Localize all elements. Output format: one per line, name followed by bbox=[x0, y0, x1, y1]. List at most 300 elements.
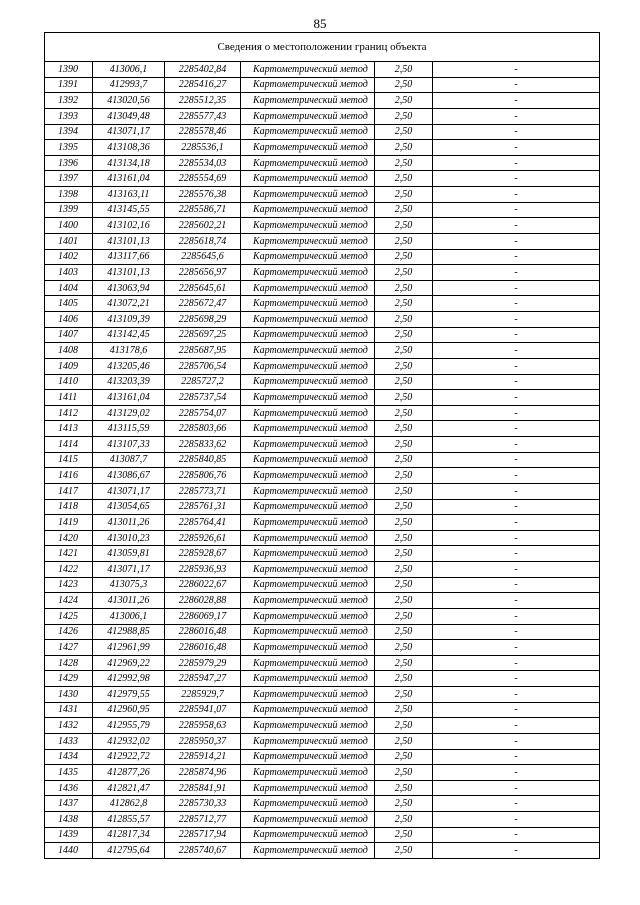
method-cell: Картометрический метод bbox=[241, 483, 375, 499]
table-row bbox=[45, 562, 600, 578]
coordinate-x-cell: 413071,17 bbox=[93, 562, 165, 578]
accuracy-cell: 2,50 bbox=[375, 671, 433, 687]
table-row bbox=[45, 843, 600, 859]
method-cell: Картометрический метод bbox=[241, 249, 375, 265]
coordinate-y-cell: 2285958,63 bbox=[165, 718, 241, 734]
description-cell: - bbox=[433, 77, 600, 93]
coordinate-x-cell: 413102,16 bbox=[93, 218, 165, 234]
accuracy-cell: 2,50 bbox=[375, 343, 433, 359]
coordinate-y-cell: 2285773,71 bbox=[165, 483, 241, 499]
description-cell: - bbox=[433, 827, 600, 843]
point-number-cell: 1420 bbox=[45, 530, 93, 546]
description-cell: - bbox=[433, 358, 600, 374]
point-number-cell: 1410 bbox=[45, 374, 93, 390]
coordinate-y-cell: 2285512,35 bbox=[165, 93, 241, 109]
description-cell: - bbox=[433, 280, 600, 296]
coordinate-x-cell: 413161,04 bbox=[93, 390, 165, 406]
table-row bbox=[45, 671, 600, 687]
point-number-cell: 1394 bbox=[45, 124, 93, 140]
description-cell: - bbox=[433, 749, 600, 765]
coordinate-x-cell: 413006,1 bbox=[93, 62, 165, 78]
coordinate-y-cell: 2285577,43 bbox=[165, 108, 241, 124]
coordinate-x-cell: 413072,21 bbox=[93, 296, 165, 312]
coordinate-x-cell: 413107,33 bbox=[93, 437, 165, 453]
accuracy-cell: 2,50 bbox=[375, 530, 433, 546]
point-number-cell: 1398 bbox=[45, 187, 93, 203]
coordinate-y-cell: 2285554,69 bbox=[165, 171, 241, 187]
coordinate-y-cell: 2285941,07 bbox=[165, 702, 241, 718]
accuracy-cell: 2,50 bbox=[375, 62, 433, 78]
table-row bbox=[45, 296, 600, 312]
point-number-cell: 1439 bbox=[45, 827, 93, 843]
coordinate-y-cell: 2285602,21 bbox=[165, 218, 241, 234]
accuracy-cell: 2,50 bbox=[375, 593, 433, 609]
method-cell: Картометрический метод bbox=[241, 702, 375, 718]
point-number-cell: 1419 bbox=[45, 515, 93, 531]
table-row bbox=[45, 749, 600, 765]
description-cell: - bbox=[433, 265, 600, 281]
method-cell: Картометрический метод bbox=[241, 687, 375, 703]
accuracy-cell: 2,50 bbox=[375, 515, 433, 531]
point-number-cell: 1404 bbox=[45, 280, 93, 296]
point-number-cell: 1423 bbox=[45, 577, 93, 593]
description-cell: - bbox=[433, 93, 600, 109]
coordinate-x-cell: 413063,94 bbox=[93, 280, 165, 296]
point-number-cell: 1425 bbox=[45, 608, 93, 624]
description-cell: - bbox=[433, 499, 600, 515]
point-number-cell: 1412 bbox=[45, 405, 93, 421]
coordinate-x-cell: 412795,64 bbox=[93, 843, 165, 859]
point-number-cell: 1437 bbox=[45, 796, 93, 812]
accuracy-cell: 2,50 bbox=[375, 827, 433, 843]
method-cell: Картометрический метод bbox=[241, 312, 375, 328]
coordinate-x-cell: 413059,81 bbox=[93, 546, 165, 562]
description-cell: - bbox=[433, 124, 600, 140]
coordinate-x-cell: 413071,17 bbox=[93, 483, 165, 499]
table-row bbox=[45, 687, 600, 703]
accuracy-cell: 2,50 bbox=[375, 702, 433, 718]
description-cell: - bbox=[433, 108, 600, 124]
point-number-cell: 1402 bbox=[45, 249, 93, 265]
description-cell: - bbox=[433, 780, 600, 796]
table-row bbox=[45, 93, 600, 109]
accuracy-cell: 2,50 bbox=[375, 140, 433, 156]
coordinate-x-cell: 412961,99 bbox=[93, 640, 165, 656]
point-number-cell: 1415 bbox=[45, 452, 93, 468]
method-cell: Картометрический метод bbox=[241, 421, 375, 437]
method-cell: Картометрический метод bbox=[241, 749, 375, 765]
point-number-cell: 1392 bbox=[45, 93, 93, 109]
description-cell: - bbox=[433, 218, 600, 234]
coordinate-y-cell: 2285833,62 bbox=[165, 437, 241, 453]
description-cell: - bbox=[433, 624, 600, 640]
coordinate-x-cell: 413086,67 bbox=[93, 468, 165, 484]
accuracy-cell: 2,50 bbox=[375, 483, 433, 499]
accuracy-cell: 2,50 bbox=[375, 655, 433, 671]
coordinate-y-cell: 2285712,77 bbox=[165, 812, 241, 828]
method-cell: Картометрический метод bbox=[241, 608, 375, 624]
description-cell: - bbox=[433, 296, 600, 312]
accuracy-cell: 2,50 bbox=[375, 233, 433, 249]
point-number-cell: 1390 bbox=[45, 62, 93, 78]
coordinate-x-cell: 412955,79 bbox=[93, 718, 165, 734]
table-row bbox=[45, 812, 600, 828]
description-cell: - bbox=[433, 452, 600, 468]
point-number-cell: 1397 bbox=[45, 171, 93, 187]
accuracy-cell: 2,50 bbox=[375, 171, 433, 187]
accuracy-cell: 2,50 bbox=[375, 77, 433, 93]
method-cell: Картометрический метод bbox=[241, 405, 375, 421]
description-cell: - bbox=[433, 608, 600, 624]
coordinate-y-cell: 2285576,38 bbox=[165, 187, 241, 203]
coordinate-x-cell: 412817,34 bbox=[93, 827, 165, 843]
table-row bbox=[45, 499, 600, 515]
accuracy-cell: 2,50 bbox=[375, 640, 433, 656]
accuracy-cell: 2,50 bbox=[375, 421, 433, 437]
point-number-cell: 1400 bbox=[45, 218, 93, 234]
accuracy-cell: 2,50 bbox=[375, 280, 433, 296]
point-number-cell: 1405 bbox=[45, 296, 93, 312]
boundary-coordinates-table bbox=[44, 32, 600, 859]
description-cell: - bbox=[433, 187, 600, 203]
method-cell: Картометрический метод bbox=[241, 77, 375, 93]
coordinate-y-cell: 2285416,27 bbox=[165, 77, 241, 93]
table-row bbox=[45, 358, 600, 374]
coordinate-x-cell: 413011,26 bbox=[93, 515, 165, 531]
method-cell: Картометрический метод bbox=[241, 265, 375, 281]
accuracy-cell: 2,50 bbox=[375, 780, 433, 796]
point-number-cell: 1440 bbox=[45, 843, 93, 859]
coordinate-x-cell: 412932,02 bbox=[93, 733, 165, 749]
point-number-cell: 1414 bbox=[45, 437, 93, 453]
coordinate-y-cell: 2285534,03 bbox=[165, 155, 241, 171]
coordinate-x-cell: 413178,6 bbox=[93, 343, 165, 359]
coordinate-y-cell: 2286022,67 bbox=[165, 577, 241, 593]
point-number-cell: 1432 bbox=[45, 718, 93, 734]
table-row bbox=[45, 62, 600, 78]
table-row bbox=[45, 77, 600, 93]
accuracy-cell: 2,50 bbox=[375, 327, 433, 343]
coordinate-x-cell: 413129,02 bbox=[93, 405, 165, 421]
coordinate-x-cell: 413087,7 bbox=[93, 452, 165, 468]
coordinate-x-cell: 413049,48 bbox=[93, 108, 165, 124]
method-cell: Картометрический метод bbox=[241, 812, 375, 828]
coordinate-y-cell: 2285874,96 bbox=[165, 765, 241, 781]
table-row bbox=[45, 780, 600, 796]
point-number-cell: 1396 bbox=[45, 155, 93, 171]
coordinate-x-cell: 413161,04 bbox=[93, 171, 165, 187]
accuracy-cell: 2,50 bbox=[375, 312, 433, 328]
accuracy-cell: 2,50 bbox=[375, 562, 433, 578]
accuracy-cell: 2,50 bbox=[375, 187, 433, 203]
point-number-cell: 1424 bbox=[45, 593, 93, 609]
point-number-cell: 1422 bbox=[45, 562, 93, 578]
accuracy-cell: 2,50 bbox=[375, 249, 433, 265]
coordinate-y-cell: 2285672,47 bbox=[165, 296, 241, 312]
accuracy-cell: 2,50 bbox=[375, 437, 433, 453]
method-cell: Картометрический метод bbox=[241, 655, 375, 671]
coordinate-y-cell: 2285754,07 bbox=[165, 405, 241, 421]
table-row bbox=[45, 374, 600, 390]
coordinate-x-cell: 412855,57 bbox=[93, 812, 165, 828]
coordinate-y-cell: 2285656,97 bbox=[165, 265, 241, 281]
coordinate-y-cell: 2285803,66 bbox=[165, 421, 241, 437]
coordinate-x-cell: 413163,11 bbox=[93, 187, 165, 203]
point-number-cell: 1408 bbox=[45, 343, 93, 359]
method-cell: Картометрический метод bbox=[241, 280, 375, 296]
coordinate-y-cell: 2286016,48 bbox=[165, 624, 241, 640]
coordinate-x-cell: 413011,26 bbox=[93, 593, 165, 609]
accuracy-cell: 2,50 bbox=[375, 155, 433, 171]
coordinate-x-cell: 413075,3 bbox=[93, 577, 165, 593]
accuracy-cell: 2,50 bbox=[375, 624, 433, 640]
point-number-cell: 1399 bbox=[45, 202, 93, 218]
method-cell: Картометрический метод bbox=[241, 171, 375, 187]
point-number-cell: 1431 bbox=[45, 702, 93, 718]
description-cell: - bbox=[433, 546, 600, 562]
coordinate-x-cell: 413203,39 bbox=[93, 374, 165, 390]
coordinate-y-cell: 2285806,76 bbox=[165, 468, 241, 484]
point-number-cell: 1430 bbox=[45, 687, 93, 703]
coordinate-x-cell: 413108,36 bbox=[93, 140, 165, 156]
table-row bbox=[45, 202, 600, 218]
description-cell: - bbox=[433, 327, 600, 343]
method-cell: Картометрический метод bbox=[241, 515, 375, 531]
description-cell: - bbox=[433, 421, 600, 437]
point-number-cell: 1391 bbox=[45, 77, 93, 93]
accuracy-cell: 2,50 bbox=[375, 577, 433, 593]
coordinate-y-cell: 2285737,54 bbox=[165, 390, 241, 406]
coordinate-x-cell: 412988,85 bbox=[93, 624, 165, 640]
description-cell: - bbox=[433, 702, 600, 718]
description-cell: - bbox=[433, 390, 600, 406]
description-cell: - bbox=[433, 655, 600, 671]
coordinate-x-cell: 413145,55 bbox=[93, 202, 165, 218]
method-cell: Картометрический метод bbox=[241, 796, 375, 812]
point-number-cell: 1434 bbox=[45, 749, 93, 765]
accuracy-cell: 2,50 bbox=[375, 108, 433, 124]
table-row bbox=[45, 593, 600, 609]
accuracy-cell: 2,50 bbox=[375, 687, 433, 703]
coordinate-y-cell: 2285727,2 bbox=[165, 374, 241, 390]
coordinate-y-cell: 2285947,27 bbox=[165, 671, 241, 687]
point-number-cell: 1393 bbox=[45, 108, 93, 124]
description-cell: - bbox=[433, 718, 600, 734]
accuracy-cell: 2,50 bbox=[375, 452, 433, 468]
coordinate-x-cell: 412877,26 bbox=[93, 765, 165, 781]
point-number-cell: 1435 bbox=[45, 765, 93, 781]
coordinate-y-cell: 2285950,37 bbox=[165, 733, 241, 749]
coordinate-x-cell: 412821,47 bbox=[93, 780, 165, 796]
description-cell: - bbox=[433, 733, 600, 749]
description-cell: - bbox=[433, 171, 600, 187]
point-number-cell: 1427 bbox=[45, 640, 93, 656]
description-cell: - bbox=[433, 812, 600, 828]
method-cell: Картометрический метод bbox=[241, 327, 375, 343]
coordinate-x-cell: 413010,23 bbox=[93, 530, 165, 546]
table-row bbox=[45, 546, 600, 562]
method-cell: Картометрический метод bbox=[241, 843, 375, 859]
table-row bbox=[45, 405, 600, 421]
point-number-cell: 1403 bbox=[45, 265, 93, 281]
point-number-cell: 1438 bbox=[45, 812, 93, 828]
method-cell: Картометрический метод bbox=[241, 499, 375, 515]
table-row bbox=[45, 249, 600, 265]
accuracy-cell: 2,50 bbox=[375, 796, 433, 812]
accuracy-cell: 2,50 bbox=[375, 546, 433, 562]
method-cell: Картометрический метод bbox=[241, 827, 375, 843]
description-cell: - bbox=[433, 483, 600, 499]
page-number: 85 bbox=[313, 16, 327, 31]
coordinate-x-cell: 413071,17 bbox=[93, 124, 165, 140]
method-cell: Картометрический метод bbox=[241, 155, 375, 171]
point-number-cell: 1409 bbox=[45, 358, 93, 374]
description-cell: - bbox=[433, 62, 600, 78]
table-row bbox=[45, 171, 600, 187]
description-cell: - bbox=[433, 687, 600, 703]
accuracy-cell: 2,50 bbox=[375, 93, 433, 109]
point-number-cell: 1406 bbox=[45, 312, 93, 328]
method-cell: Картометрический метод bbox=[241, 62, 375, 78]
description-cell: - bbox=[433, 437, 600, 453]
table-row bbox=[45, 280, 600, 296]
method-cell: Картометрический метод bbox=[241, 577, 375, 593]
method-cell: Картометрический метод bbox=[241, 358, 375, 374]
method-cell: Картометрический метод bbox=[241, 452, 375, 468]
point-number-cell: 1407 bbox=[45, 327, 93, 343]
method-cell: Картометрический метод bbox=[241, 218, 375, 234]
coordinate-x-cell: 412960,95 bbox=[93, 702, 165, 718]
accuracy-cell: 2,50 bbox=[375, 218, 433, 234]
table-row bbox=[45, 265, 600, 281]
description-cell: - bbox=[433, 530, 600, 546]
description-cell: - bbox=[433, 155, 600, 171]
method-cell: Картометрический метод bbox=[241, 718, 375, 734]
table-row bbox=[45, 452, 600, 468]
coordinate-y-cell: 2285706,54 bbox=[165, 358, 241, 374]
method-cell: Картометрический метод bbox=[241, 733, 375, 749]
coordinate-x-cell: 413134,18 bbox=[93, 155, 165, 171]
coordinate-y-cell: 2285402,84 bbox=[165, 62, 241, 78]
method-cell: Картометрический метод bbox=[241, 374, 375, 390]
coordinate-y-cell: 2285717,94 bbox=[165, 827, 241, 843]
method-cell: Картометрический метод bbox=[241, 640, 375, 656]
accuracy-cell: 2,50 bbox=[375, 843, 433, 859]
coordinate-y-cell: 2286028,88 bbox=[165, 593, 241, 609]
coordinate-y-cell: 2285618,74 bbox=[165, 233, 241, 249]
point-number-cell: 1418 bbox=[45, 499, 93, 515]
coordinate-y-cell: 2285730,33 bbox=[165, 796, 241, 812]
table-row bbox=[45, 515, 600, 531]
method-cell: Картометрический метод bbox=[241, 124, 375, 140]
coordinate-y-cell: 2285928,67 bbox=[165, 546, 241, 562]
accuracy-cell: 2,50 bbox=[375, 718, 433, 734]
description-cell: - bbox=[433, 312, 600, 328]
accuracy-cell: 2,50 bbox=[375, 749, 433, 765]
table-row bbox=[45, 108, 600, 124]
accuracy-cell: 2,50 bbox=[375, 202, 433, 218]
method-cell: Картометрический метод bbox=[241, 765, 375, 781]
coordinate-y-cell: 2285697,25 bbox=[165, 327, 241, 343]
coordinate-y-cell: 2286016,48 bbox=[165, 640, 241, 656]
method-cell: Картометрический метод bbox=[241, 233, 375, 249]
accuracy-cell: 2,50 bbox=[375, 405, 433, 421]
coordinate-x-cell: 413101,13 bbox=[93, 233, 165, 249]
method-cell: Картометрический метод bbox=[241, 140, 375, 156]
table-row bbox=[45, 218, 600, 234]
coordinate-y-cell: 2285578,46 bbox=[165, 124, 241, 140]
table-row bbox=[45, 233, 600, 249]
table-row bbox=[45, 390, 600, 406]
description-cell: - bbox=[433, 374, 600, 390]
coordinate-y-cell: 2285761,31 bbox=[165, 499, 241, 515]
accuracy-cell: 2,50 bbox=[375, 358, 433, 374]
coordinate-y-cell: 2285840,85 bbox=[165, 452, 241, 468]
coordinate-y-cell: 2285926,61 bbox=[165, 530, 241, 546]
table-row bbox=[45, 702, 600, 718]
coordinate-y-cell: 2285536,1 bbox=[165, 140, 241, 156]
table-row bbox=[45, 483, 600, 499]
point-number-cell: 1433 bbox=[45, 733, 93, 749]
description-cell: - bbox=[433, 202, 600, 218]
table-row bbox=[45, 718, 600, 734]
coordinate-x-cell: 412993,7 bbox=[93, 77, 165, 93]
table-title: Сведения о местоположении границ объекта bbox=[45, 33, 600, 62]
method-cell: Картометрический метод bbox=[241, 546, 375, 562]
coordinate-x-cell: 413020,56 bbox=[93, 93, 165, 109]
description-cell: - bbox=[433, 249, 600, 265]
coordinate-y-cell: 2285645,6 bbox=[165, 249, 241, 265]
description-cell: - bbox=[433, 343, 600, 359]
table-row bbox=[45, 468, 600, 484]
point-number-cell: 1401 bbox=[45, 233, 93, 249]
coordinate-x-cell: 413109,39 bbox=[93, 312, 165, 328]
method-cell: Картометрический метод bbox=[241, 296, 375, 312]
description-cell: - bbox=[433, 671, 600, 687]
coordinate-y-cell: 2286069,17 bbox=[165, 608, 241, 624]
description-cell: - bbox=[433, 468, 600, 484]
coordinate-x-cell: 413054,65 bbox=[93, 499, 165, 515]
table-row bbox=[45, 624, 600, 640]
accuracy-cell: 2,50 bbox=[375, 296, 433, 312]
coordinate-x-cell: 413205,46 bbox=[93, 358, 165, 374]
coordinate-y-cell: 2285687,95 bbox=[165, 343, 241, 359]
point-number-cell: 1411 bbox=[45, 390, 93, 406]
coordinate-y-cell: 2285586,71 bbox=[165, 202, 241, 218]
accuracy-cell: 2,50 bbox=[375, 499, 433, 515]
method-cell: Картометрический метод bbox=[241, 187, 375, 203]
accuracy-cell: 2,50 bbox=[375, 265, 433, 281]
coordinate-x-cell: 413101,13 bbox=[93, 265, 165, 281]
point-number-cell: 1416 bbox=[45, 468, 93, 484]
coordinate-y-cell: 2285740,67 bbox=[165, 843, 241, 859]
coordinate-x-cell: 413115,59 bbox=[93, 421, 165, 437]
point-number-cell: 1436 bbox=[45, 780, 93, 796]
table-row bbox=[45, 796, 600, 812]
table-row bbox=[45, 140, 600, 156]
table-row bbox=[45, 640, 600, 656]
description-cell: - bbox=[433, 515, 600, 531]
description-cell: - bbox=[433, 765, 600, 781]
coordinate-x-cell: 412979,55 bbox=[93, 687, 165, 703]
table-row bbox=[45, 733, 600, 749]
table-row bbox=[45, 312, 600, 328]
method-cell: Картометрический метод bbox=[241, 108, 375, 124]
method-cell: Картометрический метод bbox=[241, 593, 375, 609]
accuracy-cell: 2,50 bbox=[375, 468, 433, 484]
table-row bbox=[45, 608, 600, 624]
table-row bbox=[45, 187, 600, 203]
